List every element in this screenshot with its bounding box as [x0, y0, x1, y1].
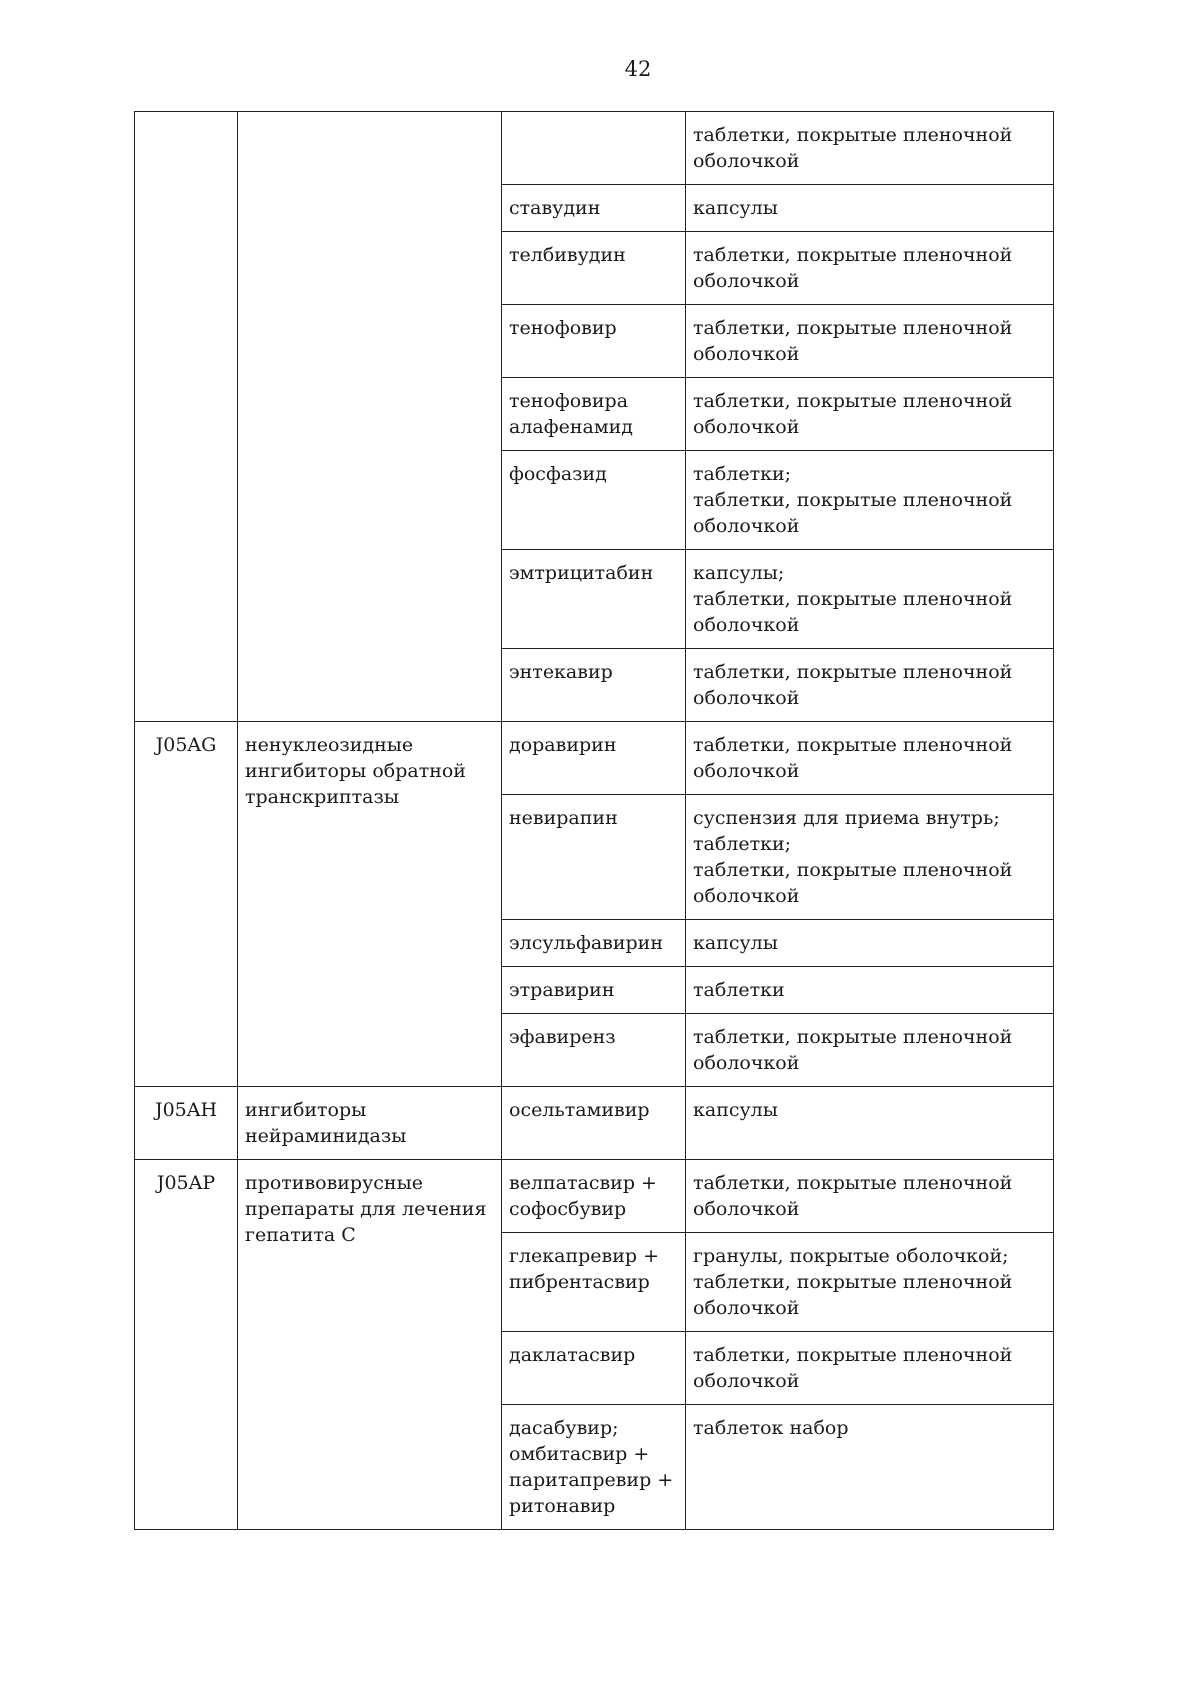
- drug-name-cell: тенофовира алафенамид: [502, 378, 686, 451]
- drug-name-cell: энтекавир: [502, 649, 686, 722]
- dosage-form-cell: [686, 305, 1054, 378]
- table-body: [135, 112, 1054, 1530]
- drug-table: [134, 111, 1054, 1530]
- atc-code-cell: J05AP: [135, 1160, 238, 1530]
- dosage-form-cell: [686, 1332, 1054, 1405]
- dosage-form-cell: [686, 1087, 1054, 1160]
- drug-name-cell: фосфазид: [502, 451, 686, 550]
- dosage-form: гранулы, покрытые оболочкой;: [693, 1245, 1009, 1267]
- dosage-form-cell: [686, 1160, 1054, 1233]
- dosage-form-cell: [686, 920, 1054, 967]
- atc-code-cell: [135, 112, 238, 722]
- dosage-form: таблетки;: [693, 833, 792, 855]
- group-name-cell: ненуклеозидные ингибиторы обратной транскриптазы: [238, 722, 502, 1087]
- drug-name-cell: осельтамивир: [502, 1087, 686, 1160]
- drug-name-cell: даклатасвир: [502, 1332, 686, 1405]
- dosage-form-cell: [686, 649, 1054, 722]
- dosage-form: таблетки, покрытые пленочной оболочкой: [693, 390, 1013, 438]
- dosage-form-cell: [686, 378, 1054, 451]
- dosage-form-cell: [686, 967, 1054, 1014]
- dosage-form: таблетки, покрытые пленочной оболочкой: [693, 1271, 1013, 1319]
- dosage-form: капсулы: [693, 932, 778, 954]
- drug-name-cell: велпатасвир + софосбувир: [502, 1160, 686, 1233]
- drug-name-cell: ставудин: [502, 185, 686, 232]
- dosage-form-cell: [686, 185, 1054, 232]
- dosage-form: таблетки, покрытые пленочной оболочкой: [693, 317, 1013, 365]
- dosage-form-cell: [686, 451, 1054, 550]
- drug-name-cell: дасабувир; омбитасвир + паритапревир + ритонавир: [502, 1405, 686, 1530]
- drug-name-cell: этравирин: [502, 967, 686, 1014]
- drug-name-cell: телбивудин: [502, 232, 686, 305]
- dosage-form: суспензия для приема внутрь;: [693, 807, 1000, 829]
- atc-code-cell: J05AH: [135, 1087, 238, 1160]
- dosage-form-cell: [686, 112, 1054, 185]
- group-name-cell: противовирусные препараты для лечения гепатита C: [238, 1160, 502, 1530]
- dosage-form-cell: [686, 1405, 1054, 1530]
- dosage-form: таблетки, покрытые пленочной оболочкой: [693, 1026, 1013, 1074]
- dosage-form: таблетки, покрытые пленочной оболочкой: [693, 124, 1013, 172]
- drug-name-cell: [502, 112, 686, 185]
- dosage-form-cell: [686, 795, 1054, 920]
- dosage-form: таблетки, покрытые пленочной оболочкой: [693, 244, 1013, 292]
- dosage-form: капсулы: [693, 1099, 778, 1121]
- dosage-form: таблетки, покрытые пленочной оболочкой: [693, 588, 1013, 636]
- dosage-form-cell: [686, 1014, 1054, 1087]
- atc-code-cell: J05AG: [135, 722, 238, 1087]
- drug-name-cell: эфавиренз: [502, 1014, 686, 1087]
- dosage-form: капсулы: [693, 197, 778, 219]
- dosage-form: таблетки, покрытые пленочной оболочкой: [693, 1344, 1013, 1392]
- dosage-form: капсулы;: [693, 562, 785, 584]
- dosage-form: таблетки, покрытые пленочной оболочкой: [693, 661, 1013, 709]
- dosage-form-cell: [686, 722, 1054, 795]
- table-row: [135, 722, 1054, 795]
- dosage-form-cell: [686, 550, 1054, 649]
- dosage-form-cell: [686, 1233, 1054, 1332]
- dosage-form: таблеток набор: [693, 1417, 849, 1439]
- dosage-form: таблетки, покрытые пленочной оболочкой: [693, 734, 1013, 782]
- dosage-form-cell: [686, 232, 1054, 305]
- dosage-form: таблетки, покрытые пленочной оболочкой: [693, 859, 1013, 907]
- dosage-form: таблетки: [693, 979, 785, 1001]
- table-row: [135, 1087, 1054, 1160]
- drug-name-cell: глекапревир + пибрентасвир: [502, 1233, 686, 1332]
- drug-name-cell: невирапин: [502, 795, 686, 920]
- drug-name-cell: доравирин: [502, 722, 686, 795]
- dosage-form: таблетки;: [693, 463, 792, 485]
- table-row: [135, 112, 1054, 185]
- page-number: 42: [624, 57, 652, 81]
- group-name-cell: ингибиторы нейраминидазы: [238, 1087, 502, 1160]
- drug-name-cell: тенофовир: [502, 305, 686, 378]
- group-name-cell: [238, 112, 502, 722]
- dosage-form: таблетки, покрытые пленочной оболочкой: [693, 489, 1013, 537]
- table-row: [135, 1160, 1054, 1233]
- drug-name-cell: эмтрицитабин: [502, 550, 686, 649]
- drug-name-cell: элсульфавирин: [502, 920, 686, 967]
- dosage-form: таблетки, покрытые пленочной оболочкой: [693, 1172, 1013, 1220]
